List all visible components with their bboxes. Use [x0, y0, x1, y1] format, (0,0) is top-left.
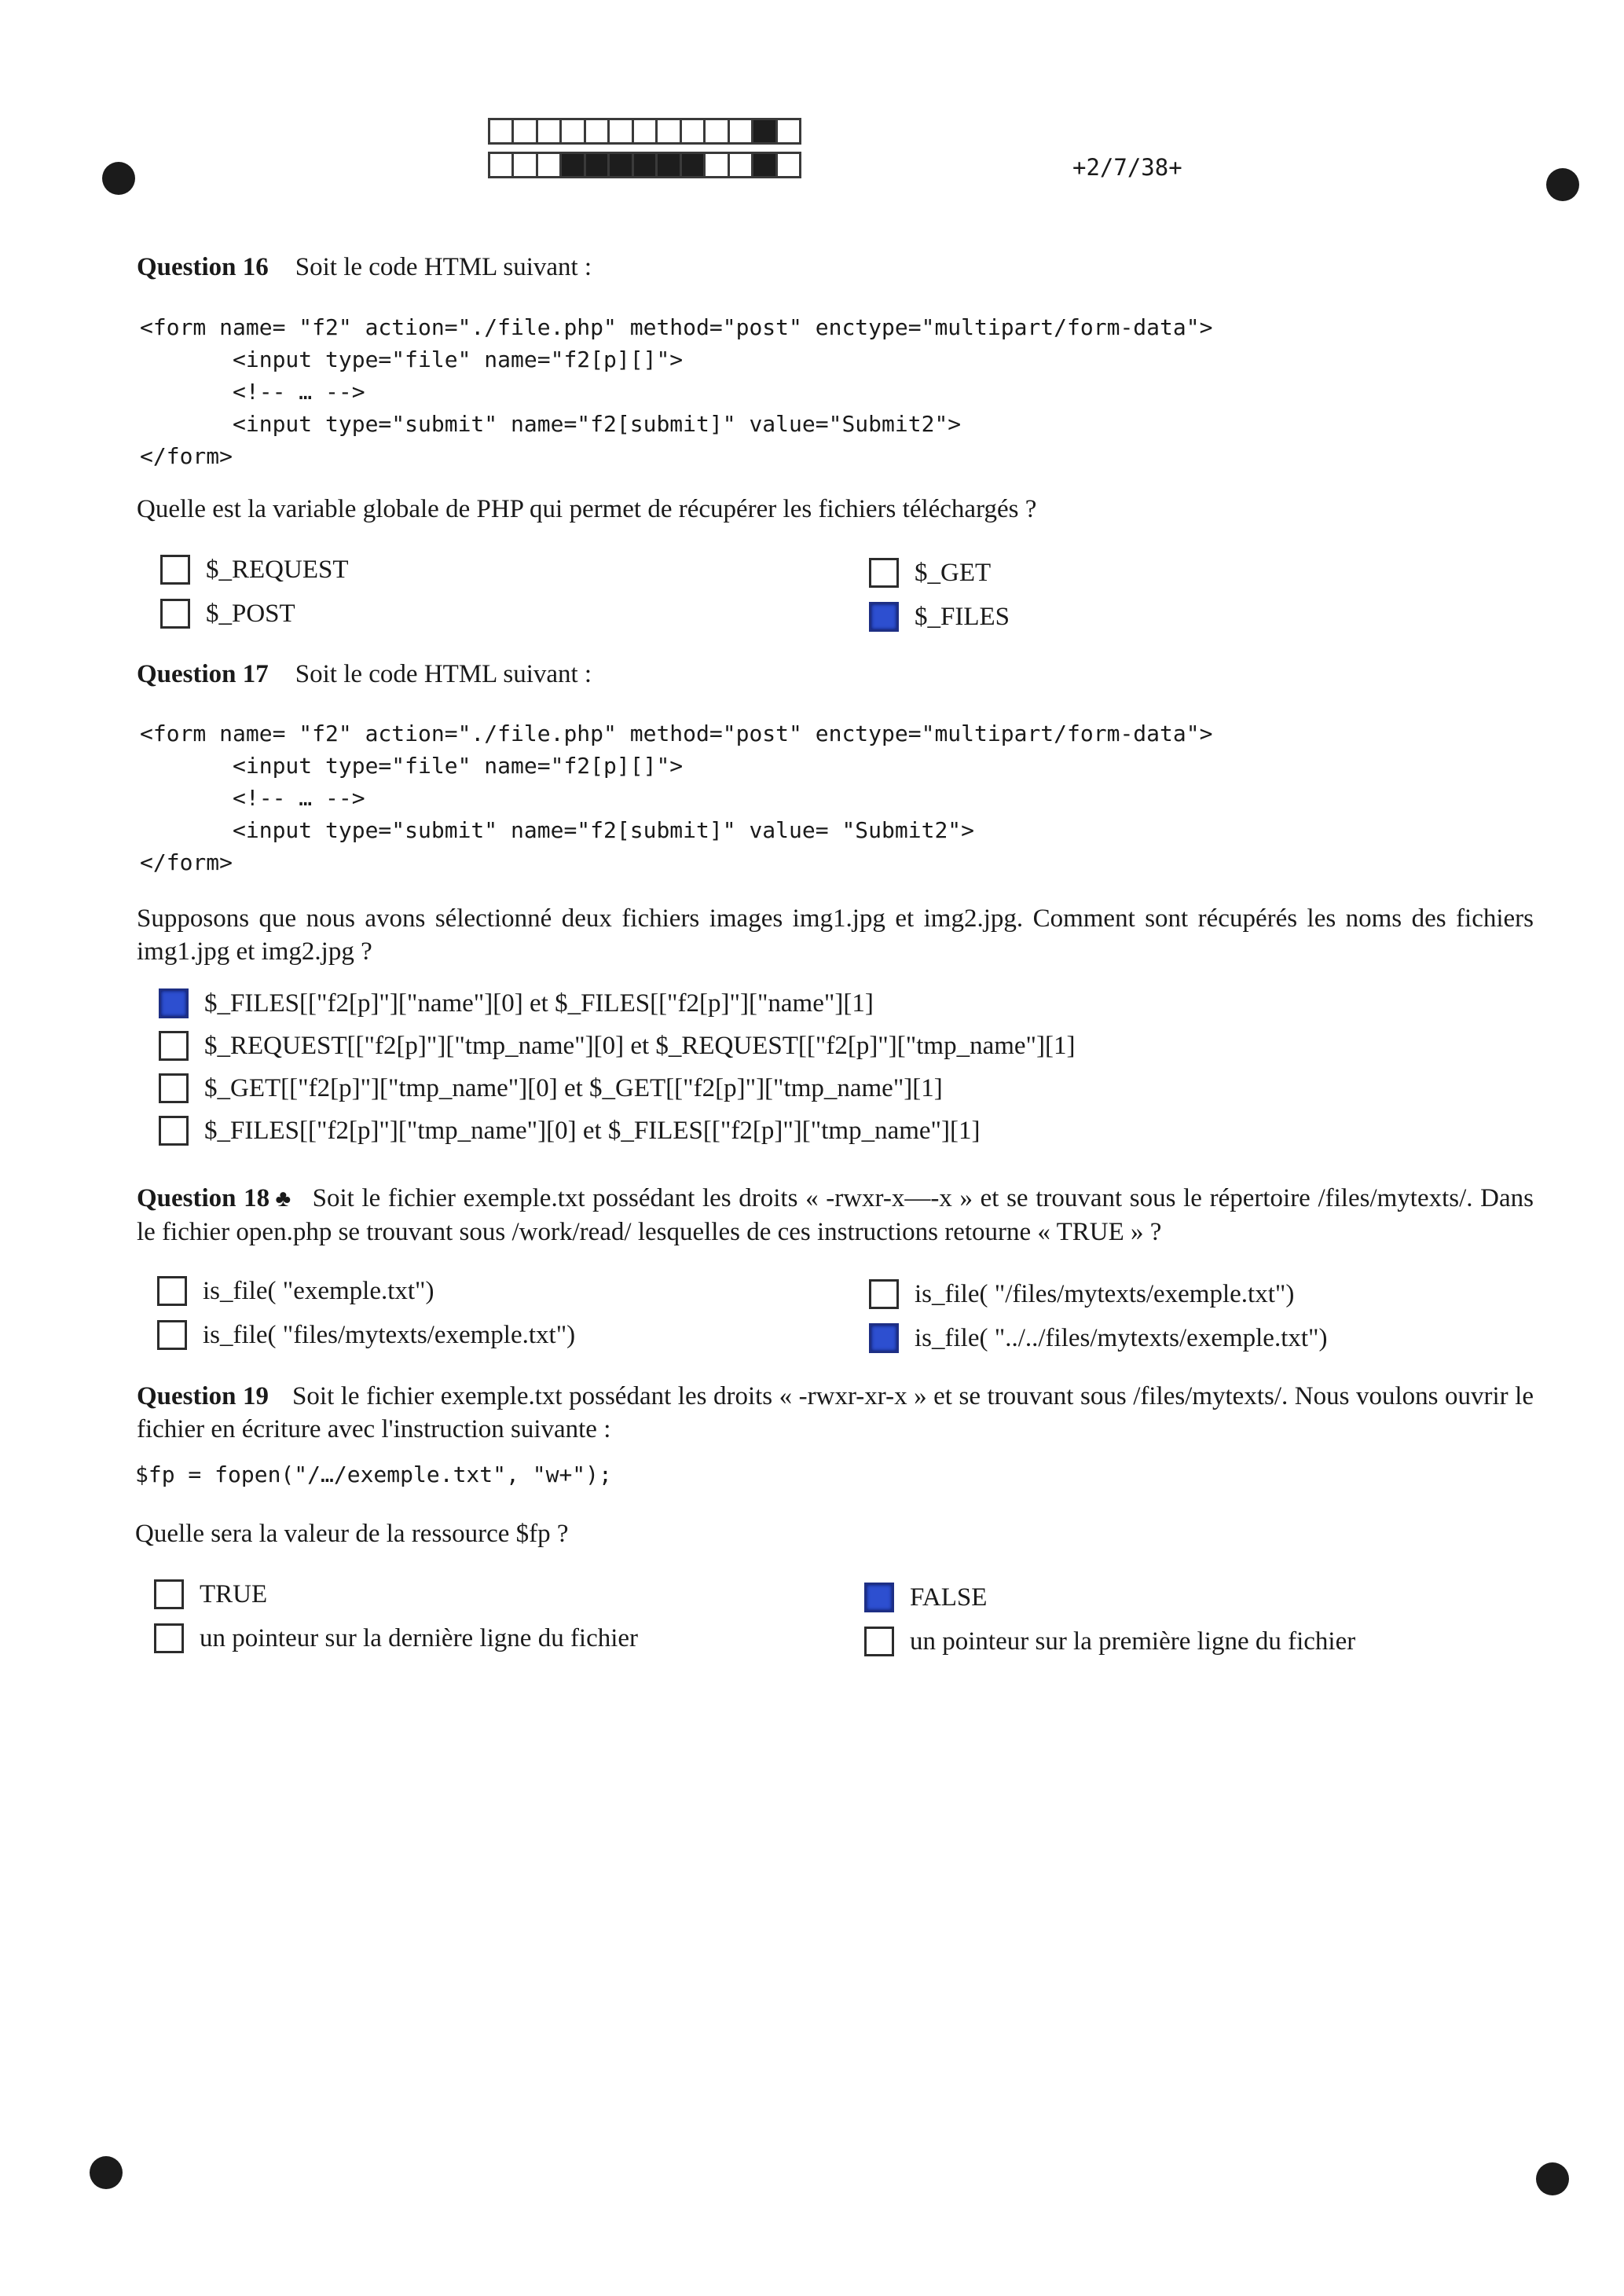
question-prompt: Soit le code HTML suivant :	[295, 660, 592, 688]
q16-option-post[interactable]	[160, 599, 295, 629]
code-grid-cell	[680, 118, 706, 145]
code-grid-cell	[703, 118, 729, 145]
option-label: $_REQUEST	[206, 555, 349, 584]
checkbox[interactable]	[159, 1073, 189, 1103]
question-prompt: Soit le fichier exemple.txt possédant les droits « -rwxr-x—-x » et se trouvant sous le répertoire /files/mytexts/. Dans le fichier open.php se trouvant sous /work/read/ lesquelles de ces instructions retourne « TRUE » ?	[137, 1184, 1534, 1246]
checkbox[interactable]	[864, 1627, 894, 1656]
code-grid-cell	[559, 118, 585, 145]
option-label: $_GET[["f2[p]"]["tmp_name"][0] et $_GET[["f2[p]"]["tmp_name"][1]	[204, 1073, 943, 1102]
checkbox[interactable]	[869, 602, 899, 632]
q16-option-get[interactable]	[869, 558, 991, 588]
registration-mark-bottom-right	[1536, 2162, 1569, 2195]
code-grid-cell	[728, 152, 753, 178]
option-label: is_file( "files/mytexts/exemple.txt")	[203, 1320, 576, 1349]
code-grid-cell	[607, 152, 633, 178]
code-grid-cell	[775, 152, 801, 178]
q19-option-false[interactable]	[864, 1583, 987, 1612]
club-icon: ♣	[274, 1186, 292, 1212]
q19-option-last-line[interactable]	[154, 1623, 638, 1653]
question-19-text	[137, 1380, 1534, 1446]
code-grid-row	[490, 152, 801, 178]
code-grid-cell	[680, 152, 706, 178]
question-17-code: <form name= "f2" action="./file.php" method="post" enctype="multipart/form-data"> <input type="file" name="f2[p][]"> <!-- … --> <input type="submit" name="f2[submit]" value= "Submit2"> </form>	[140, 721, 1213, 875]
question-18-text	[137, 1182, 1534, 1249]
q18-option-1[interactable]	[157, 1276, 434, 1306]
question-19-code: $fp = fopen("/…/exemple.txt", "w+");	[135, 1462, 612, 1487]
checkbox[interactable]	[159, 1116, 189, 1146]
checkbox[interactable]	[154, 1623, 184, 1653]
code-grid-cell	[584, 118, 610, 145]
option-label: $_FILES[["f2[p]"]["tmp_name"][0] et $_FILES[["f2[p]"]["tmp_name"][1]	[204, 1116, 981, 1145]
q19-option-first-line[interactable]	[864, 1627, 1355, 1656]
option-label: $_GET	[915, 558, 992, 587]
code-grid-cell	[655, 152, 681, 178]
question-16-code: <form name= "f2" action="./file.php" method="post" enctype="multipart/form-data"> <input type="file" name="f2[p][]"> <!-- … --> <input type="submit" name="f2[submit]" value="Submit2"> </form>	[140, 314, 1213, 469]
student-code-grid	[490, 118, 801, 185]
checkbox[interactable]	[160, 555, 190, 585]
question-prompt: Soit le fichier exemple.txt possédant les droits « -rwxr-xr-x » et se trouvant sous /files/mytexts/. Nous voulons ouvrir le fichier en écriture avec l'instruction suivante :	[137, 1382, 1534, 1443]
checkbox[interactable]	[159, 1031, 189, 1061]
code-grid-cell	[536, 152, 562, 178]
question-16-text: Quelle est la variable globale de PHP qui permet de récupérer les fichiers téléchargés ?	[137, 495, 1037, 523]
checkbox[interactable]	[159, 988, 189, 1018]
checkbox[interactable]	[869, 558, 899, 588]
checkbox[interactable]	[157, 1320, 187, 1350]
option-label: is_file( "/files/mytexts/exemple.txt")	[915, 1279, 1295, 1308]
registration-mark-top-left	[102, 162, 135, 195]
code-grid-cell	[751, 152, 777, 178]
checkbox[interactable]	[869, 1279, 899, 1309]
q18-option-2[interactable]	[869, 1279, 1294, 1309]
question-label: Question 19	[137, 1382, 269, 1410]
question-17-text: Supposons que nous avons sélectionné deux fichiers images img1.jpg et img2.jpg. Comment sont récupérés les noms des fichiers img1.jpg et img2.jpg ?	[137, 904, 1534, 966]
question-label: Question 17	[137, 660, 269, 688]
code-grid-cell	[536, 118, 562, 145]
code-grid-cell	[703, 152, 729, 178]
registration-mark-top-right	[1546, 168, 1579, 201]
question-19-text-2: Quelle sera la valeur de la ressource $fp ?	[135, 1520, 569, 1548]
option-label: TRUE	[200, 1579, 268, 1608]
code-grid-cell	[632, 118, 658, 145]
code-grid-cell	[511, 152, 537, 178]
option-label: un pointeur sur la dernière ligne du fichier	[200, 1623, 639, 1652]
q17-option-4[interactable]	[159, 1116, 981, 1146]
checkbox[interactable]	[869, 1323, 899, 1353]
option-label: FALSE	[910, 1583, 988, 1612]
q17-option-2[interactable]	[159, 1031, 1075, 1061]
q18-option-3[interactable]	[157, 1320, 575, 1350]
code-grid-cell	[728, 118, 753, 145]
checkbox[interactable]	[160, 599, 190, 629]
registration-mark-bottom-left	[90, 2156, 123, 2189]
code-grid-cell	[775, 118, 801, 145]
code-grid-cell	[584, 152, 610, 178]
q18-option-4[interactable]	[869, 1323, 1328, 1353]
question-prompt: Soit le code HTML suivant :	[295, 253, 592, 281]
code-grid-cell	[488, 118, 514, 145]
option-label: $_REQUEST[["f2[p]"]["tmp_name"][0] et $_REQUEST[["f2[p]"]["tmp_name"][1]	[204, 1031, 1076, 1060]
option-label: $_POST	[206, 599, 295, 628]
option-label: is_file( "exemple.txt")	[203, 1276, 434, 1305]
question-16-header	[137, 253, 592, 282]
code-grid-cell	[655, 118, 681, 145]
code-grid-cell	[559, 152, 585, 178]
checkbox[interactable]	[864, 1583, 894, 1612]
code-grid-cell	[751, 118, 777, 145]
question-label: Question 16	[137, 253, 269, 281]
code-grid-cell	[607, 118, 633, 145]
page-identifier: +2/7/38+	[1072, 154, 1182, 181]
code-grid-cell	[488, 152, 514, 178]
q17-option-3[interactable]	[159, 1073, 943, 1103]
option-label: $_FILES	[915, 602, 1010, 631]
option-label: un pointeur sur la première ligne du fichier	[910, 1627, 1356, 1656]
option-label: is_file( "../../files/mytexts/exemple.txt")	[915, 1323, 1328, 1352]
code-grid-cell	[511, 118, 537, 145]
q19-option-true[interactable]	[154, 1579, 267, 1609]
option-label: $_FILES[["f2[p]"]["name"][0] et $_FILES[["f2[p]"]["name"][1]	[204, 988, 874, 1018]
question-17-header	[137, 660, 592, 689]
q16-option-files[interactable]	[869, 602, 1010, 632]
checkbox[interactable]	[157, 1276, 187, 1306]
question-label: Question 18	[137, 1184, 270, 1212]
code-grid-row	[490, 118, 801, 145]
checkbox[interactable]	[154, 1579, 184, 1609]
q16-option-request[interactable]	[160, 555, 349, 585]
q17-option-1[interactable]	[159, 988, 874, 1018]
code-grid-cell	[632, 152, 658, 178]
